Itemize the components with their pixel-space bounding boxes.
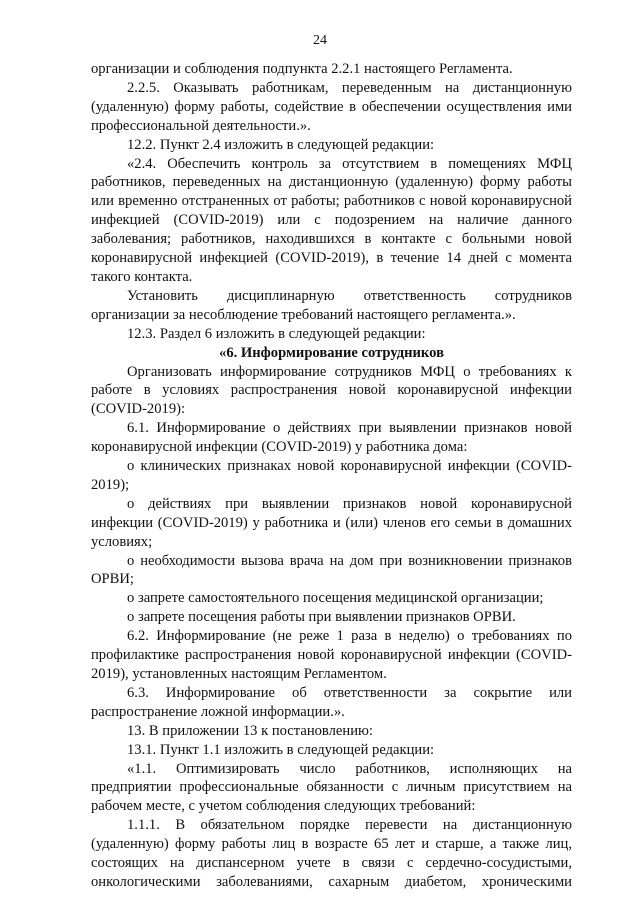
paragraph: о запрете самостоятельного посещения медицинской организации; xyxy=(127,590,544,607)
paragraph: 13.1. Пункт 1.1 изложить в следующей редакции: xyxy=(127,741,435,758)
paragraph: 13. В приложении 13 к постановлению: xyxy=(127,722,373,739)
paragraph: «2.4. Обеспечить контроль за отсутствием в помещениях МФЦ работников, переведенных на дистанционную (удаленную) форму работы или временно отстраненных от работы; работников с новой коронавирусной инфекцией (COVID-2019) или с подозрением на наличие данного заболевания; работников, находившихся в контакте с больными новой коронавирусной инфекцией (COVID-2019), в течение 14 дней с момента такого контакта. xyxy=(91,155,572,285)
paragraph: о запрете посещения работы при выявлении признаков ОРВИ. xyxy=(127,609,516,626)
section-heading: «6. Информирование сотрудников xyxy=(219,344,444,361)
paragraph: 6.2. Информирование (не реже 1 раза в неделю) о требованиях по профилактике распространения новой коронавирусной инфекции (COVID-2019), установленных настоящим Регламентом. xyxy=(91,628,572,682)
paragraph: о необходимости вызова врача на дом при возникновении признаков ОРВИ; xyxy=(91,552,572,588)
paragraph: 12.2. Пункт 2.4 изложить в следующей редакции: xyxy=(127,136,435,153)
paragraph: Организовать информирование сотрудников МФЦ о требованиях к работе в условиях распространения новой коронавирусной инфекции (COVID-2019): xyxy=(91,363,572,418)
paragraph: 6.1. Информирование о действиях при выявлении признаков новой коронавирусной инфекции (COVID-2019) у работника дома: xyxy=(91,420,572,456)
paragraph: 2.2.5. Оказывать работникам, переведенным на дистанционную (удаленную) форму работы, содействие в обеспечении осуществления ими профессиональной деятельности.». xyxy=(91,79,572,134)
paragraph: организации и соблюдения подпункта 2.2.1 настоящего Регламента. xyxy=(91,61,513,77)
paragraph: о действиях при выявлении признаков новой коронавирусной инфекции (COVID-2019) у работника и (или) членов его семьи в домашних условиях; xyxy=(91,495,572,550)
paragraph: 1.1.1. В обязательном порядке перевести на дистанционную (удаленную) форму работы лиц в возрасте 65 лет и старше, а также лиц, состоящих на диспансерном учете в связи с сердечно-сосудистыми, онкологическими заболеваниями, сахарным диабетом, хроническими xyxy=(91,817,572,890)
page-number: 24 xyxy=(313,33,327,48)
paragraph: о клинических признаках новой коронавирусной инфекции (COVID-2019); xyxy=(91,458,572,493)
paragraph: 12.3. Раздел 6 изложить в следующей редакции: xyxy=(127,325,426,342)
paragraph: Установить дисциплинарную ответственность сотрудников организации за несоблюдение требований настоящего регламента.». xyxy=(91,287,572,323)
document-body xyxy=(91,60,572,892)
paragraph: 6.3. Информирование об ответственности за сокрытие или распространение ложной информации.». xyxy=(91,684,572,720)
paragraph: «1.1. Оптимизировать число работников, исполняющих на предприятии профессиональные обязанности с личным присутствием на рабочем месте, с учетом соблюдения следующих требований: xyxy=(91,760,572,815)
